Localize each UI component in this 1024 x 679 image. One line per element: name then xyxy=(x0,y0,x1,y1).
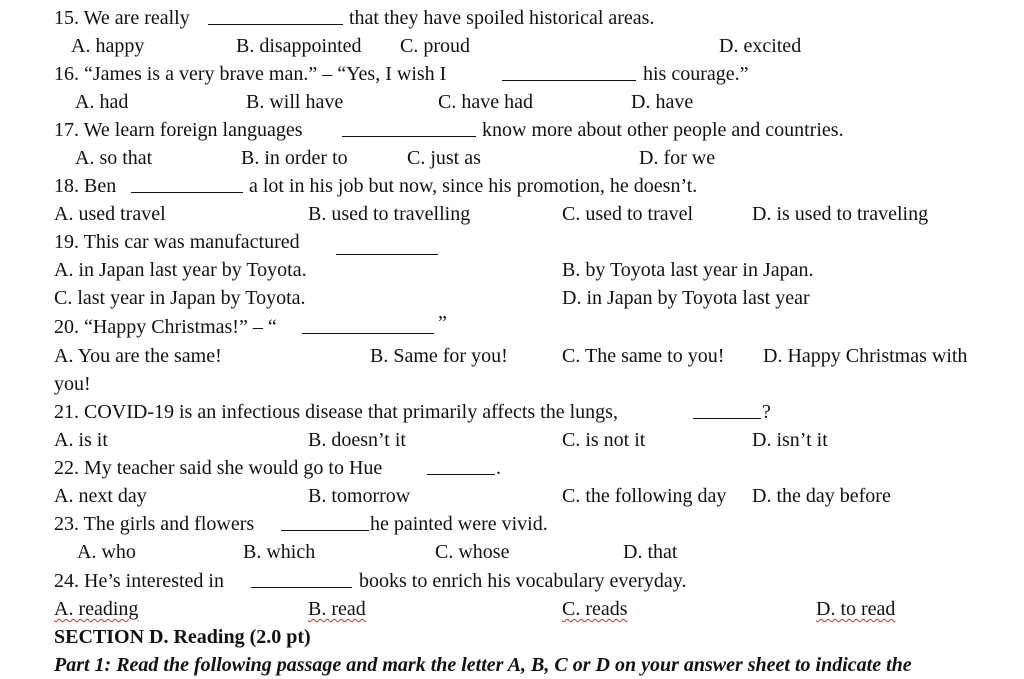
option-b: B. read xyxy=(308,598,366,620)
option-d: D. isn’t it xyxy=(752,429,828,451)
option-a: A. is it xyxy=(54,429,108,451)
option-b: B. which xyxy=(243,541,316,563)
answer-blank xyxy=(427,454,495,475)
option-b: B. disappointed xyxy=(236,35,362,57)
option-d: D. the day before xyxy=(752,485,891,507)
option-c: C. have had xyxy=(438,91,533,113)
question-stem-text: 24. He’s interested in xyxy=(54,570,224,592)
option-a: A. reading xyxy=(54,598,139,620)
option-d: D. excited xyxy=(719,35,802,57)
question-stem-text: books to enrich his vocabulary everyday. xyxy=(359,570,687,592)
option-d: D. to read xyxy=(816,598,896,620)
answer-blank xyxy=(131,172,243,193)
option-b: B. will have xyxy=(246,91,344,113)
option-a: A. next day xyxy=(54,485,147,507)
question-stem-text: ? xyxy=(762,401,771,423)
answer-blank xyxy=(281,510,369,531)
section-instruction: Part 1: Read the following passage and mark the letter A, B, C or D on your answer sheet to indicate the xyxy=(54,654,912,676)
option-a: A. You are the same! xyxy=(54,345,222,367)
question-stem-text: 15. We are really xyxy=(54,7,190,29)
option-b: B. Same for you! xyxy=(370,345,508,367)
question-stem-text: 16. “James is a very brave man.” – “Yes, I wish I xyxy=(54,63,447,85)
option-c: C. is not it xyxy=(562,429,646,451)
option-d: D. for we xyxy=(639,147,716,169)
option-c: C. proud xyxy=(400,35,470,57)
option-b: B. tomorrow xyxy=(308,485,411,507)
answer-blank xyxy=(336,234,438,255)
option-c: C. last year in Japan by Toyota. xyxy=(54,287,306,309)
section-heading: SECTION D. Reading (2.0 pt) xyxy=(54,626,311,648)
question-stem-text: a lot in his job but now, since his promotion, he doesn’t. xyxy=(249,175,698,197)
option-a: A. had xyxy=(75,91,129,113)
option-c: C. just as xyxy=(407,147,481,169)
option-d: D. Happy Christmas with xyxy=(763,345,968,367)
option-b: B. used to travelling xyxy=(308,203,471,225)
option-d: D. is used to traveling xyxy=(752,203,929,225)
answer-blank xyxy=(302,313,434,334)
question-stem-text: 22. My teacher said she would go to Hue xyxy=(54,457,383,479)
option-c: C. whose xyxy=(435,541,510,563)
question-stem-text: 23. The girls and flowers xyxy=(54,513,255,535)
option-b: B. doesn’t it xyxy=(308,429,406,451)
option-a: A. who xyxy=(77,541,136,563)
option-c: C. used to travel xyxy=(562,203,694,225)
option-a: A. so that xyxy=(75,147,153,169)
question-stem-text: . xyxy=(496,457,501,479)
question-stem-text: ” xyxy=(438,312,447,334)
option-d: D. have xyxy=(631,91,694,113)
question-stem-text: he painted were vivid. xyxy=(370,513,548,535)
option-c: C. The same to you! xyxy=(562,345,725,367)
option-a: A. in Japan last year by Toyota. xyxy=(54,259,307,281)
answer-blank xyxy=(502,60,636,81)
option-a: A. happy xyxy=(71,35,145,57)
answer-blank xyxy=(693,398,761,419)
option-a: A. used travel xyxy=(54,203,166,225)
option-d: D. in Japan by Toyota last year xyxy=(562,287,810,309)
question-stem-text: that they have spoiled historical areas. xyxy=(349,7,655,29)
answer-blank xyxy=(251,567,352,588)
question-stem-text: his courage.” xyxy=(643,63,749,85)
question-stem-text: 21. COVID-19 is an infectious disease that primarily affects the lungs, xyxy=(54,401,618,423)
option-d: D. that xyxy=(623,541,678,563)
answer-blank xyxy=(208,4,343,25)
option-b: B. by Toyota last year in Japan. xyxy=(562,259,814,281)
question-stem-text: 18. Ben xyxy=(54,175,117,197)
question-stem-text: 20. “Happy Christmas!” – “ xyxy=(54,316,277,338)
question-stem-text: 17. We learn foreign languages xyxy=(54,119,303,141)
option-d-continuation: you! xyxy=(54,373,91,395)
question-stem-text: 19. This car was manufactured xyxy=(54,231,300,253)
option-b: B. in order to xyxy=(241,147,348,169)
answer-blank xyxy=(342,116,476,137)
option-c: C. the following day xyxy=(562,485,727,507)
question-stem-text: know more about other people and countries. xyxy=(482,119,844,141)
option-c: C. reads xyxy=(562,598,628,620)
